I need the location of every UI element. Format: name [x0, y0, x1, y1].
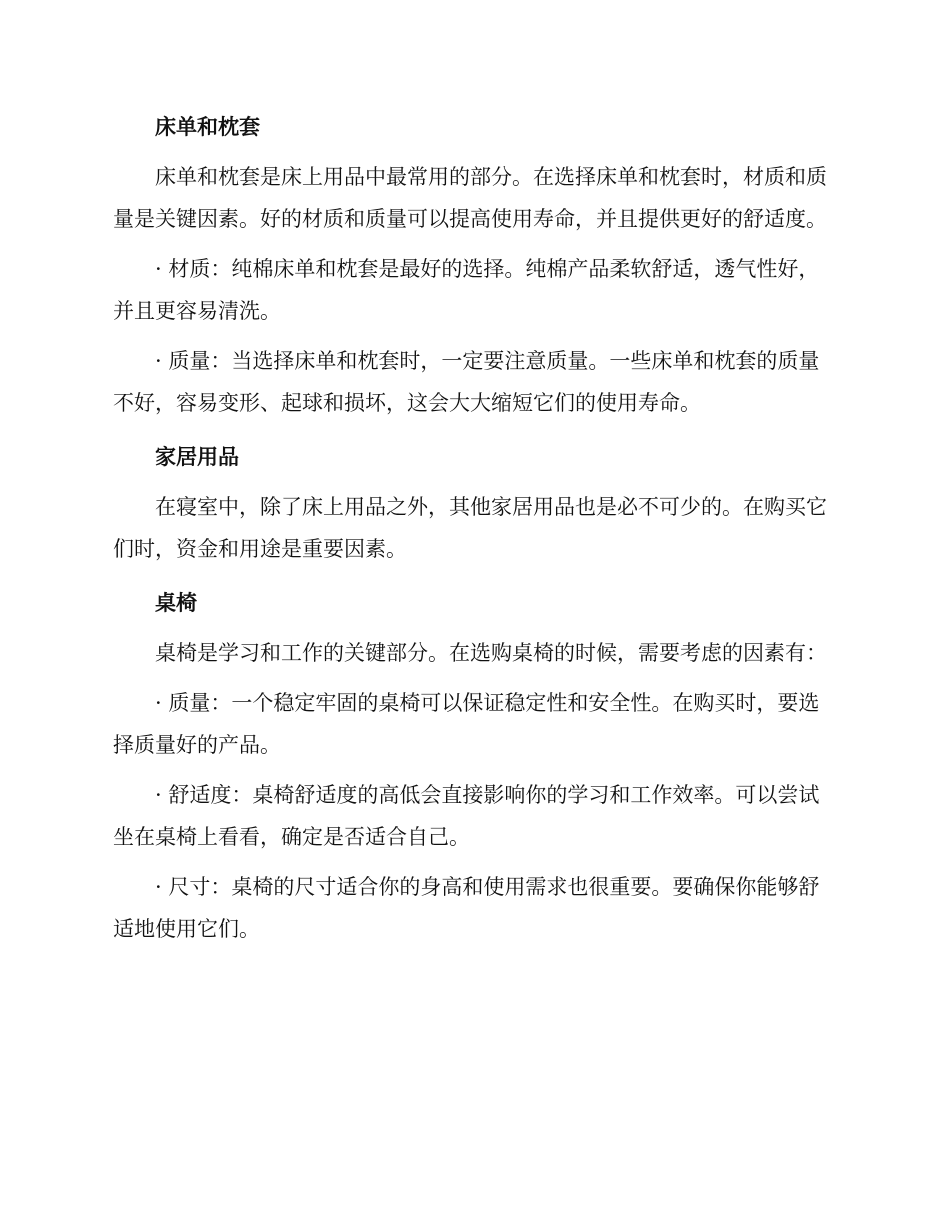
section-heading-bedding: 床单和枕套 [155, 115, 260, 139]
paragraph-bedding-material: · 材质：纯棉床单和枕套是最好的选择。纯棉产品柔软舒适，透气性好，并且更容易清洗。 [113, 257, 820, 323]
paragraph-bedding-quality: · 质量：当选择床单和枕套时，一定要注意质量。一些床单和枕套的质量不好，容易变形、起球和损坏，这会大大缩短它们的使用寿命。 [113, 349, 820, 415]
paragraph-furniture-size: · 尺寸：桌椅的尺寸适合你的身高和使用需求也很重要。要确保你能够舒适地使用它们。 [113, 875, 820, 941]
paragraph-household-intro: 在寝室中，除了床上用品之外，其他家居用品也是必不可少的。在购买它们时，资金和用途是重要因素。 [113, 495, 827, 561]
paragraph-furniture-intro: 桌椅是学习和工作的关键部分。在选购桌椅的时候，需要考虑的因素有： [155, 641, 827, 665]
paragraph-bedding-intro: 床单和枕套是床上用品中最常用的部分。在选择床单和枕套时，材质和质量是关键因素。好的材质和质量可以提高使用寿命，并且提供更好的舒适度。 [113, 165, 827, 231]
paragraph-furniture-quality: · 质量：一个稳定牢固的桌椅可以保证稳定性和安全性。在购买时，要选择质量好的产品。 [113, 691, 820, 757]
section-heading-furniture: 桌椅 [155, 591, 197, 615]
section-heading-household: 家居用品 [155, 445, 239, 469]
paragraph-furniture-comfort: · 舒适度：桌椅舒适度的高低会直接影响你的学习和工作效率。可以尝试坐在桌椅上看看，确定是否适合自己。 [113, 783, 820, 849]
document-body [113, 106, 831, 950]
